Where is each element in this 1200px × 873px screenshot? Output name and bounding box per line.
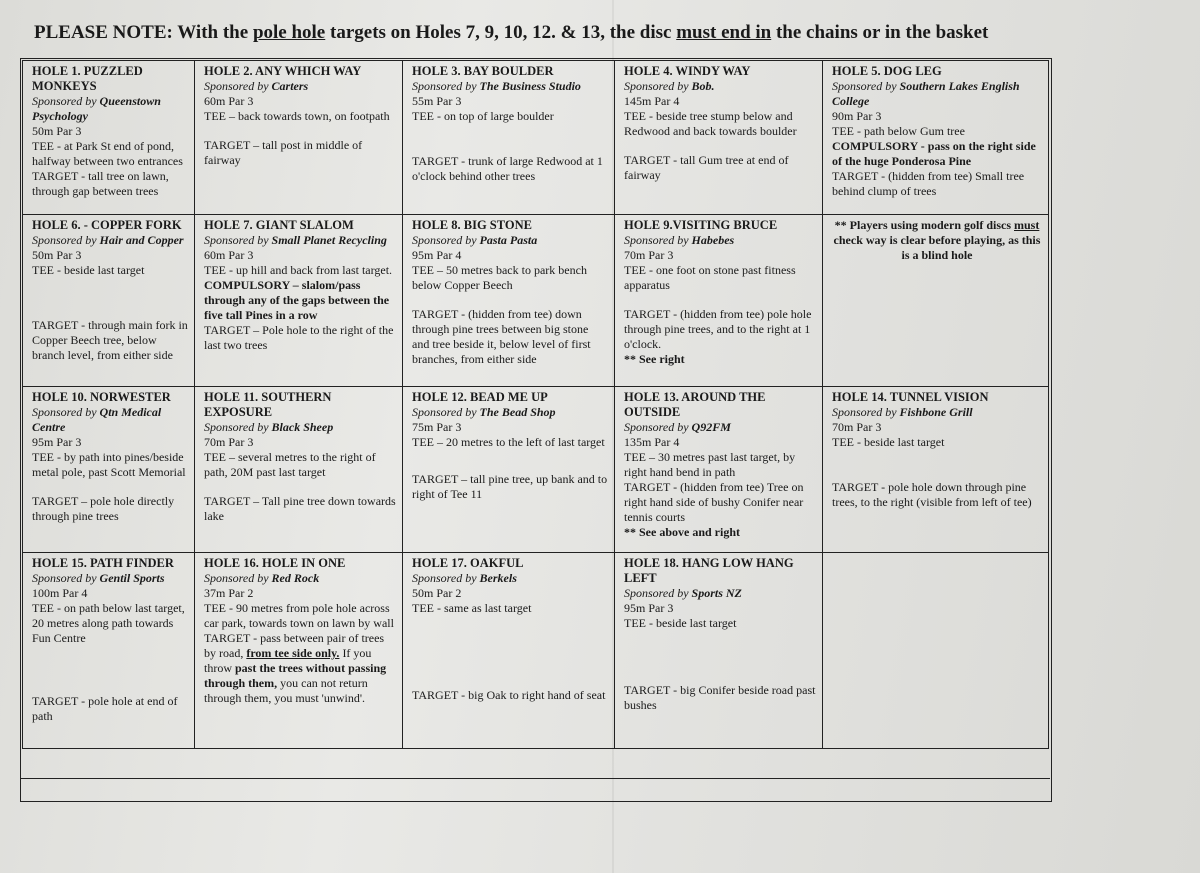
hole-cell-8: HOLE 8. BIG STONE Sponsored by Pasta Pasta 95m Par 4 TEE – 50 metres back to park bench below Copper Beech TARGET - (hidden from tee) down through pine trees between big stone and tree beside it, below level of first branches, from either side [403,215,615,387]
hole-cell-2: HOLE 2. ANY WHICH WAY Sponsored by Carters 60m Par 3 TEE – back towards town, on footpath TARGET – tall post in middle of fairway [195,61,403,215]
hole-cell-14: HOLE 14. TUNNEL VISION Sponsored by Fishbone Grill 70m Par 3 TEE - beside last target TARGET - pole hole down through pine trees, to the right (visible from left of tee) [823,387,1049,553]
empty-cell [823,553,1049,749]
hole-cell-16: HOLE 16. HOLE IN ONE Sponsored by Red Rock 37m Par 2 TEE - 90 metres from pole hole across car park, towards town on lawn by wall TARGET - pass between pair of trees by road, from tee side only. If you throw past the trees without passing through them, you can not return through them, you must 'unwind'. [195,553,403,749]
hole-cell-4: HOLE 4. WINDY WAY Sponsored by Bob. 145m Par 4 TEE - beside tree stump below and Redwood and back towards boulder TARGET - tall Gum tree at end of fairway [615,61,823,215]
table-row [23,61,1049,215]
hole-cell-17: HOLE 17. OAKFUL Sponsored by Berkels 50m Par 2 TEE - same as last target TARGET - big Oak to right hand of seat [403,553,615,749]
hole-cell-5: HOLE 5. DOG LEG Sponsored by Southern Lakes English College 90m Par 3 TEE - path below Gum tree COMPULSORY - pass on the right side of the huge Ponderosa Pine TARGET - (hidden from tee) Small tree behind clump of trees [823,61,1049,215]
hole-cell-15: HOLE 15. PATH FINDER Sponsored by Gentil Sports 100m Par 4 TEE - on path below last target, 20 metres along path towards Fun Centre TARGET - pole hole at end of path [23,553,195,749]
blind-hole-note: ** Players using modern golf discs must check way is clear before playing, as this is a blind hole [823,215,1049,387]
hole-cell-1: HOLE 1. PUZZLED MONKEYS Sponsored by Queenstown Psychology 50m Par 3 TEE - at Park St end of pond, halfway between two entrances TARGET - tall tree on lawn, through gap between trees [23,61,195,215]
hole-cell-9: HOLE 9.VISITING BRUCE Sponsored by Habebes 70m Par 3 TEE - one foot on stone past fitness apparatus TARGET - (hidden from tee) pole hole through pine trees, and to the right at 1 o'clock. ** See right [615,215,823,387]
table-row [23,387,1049,553]
notice-heading: PLEASE NOTE: With the pole hole targets on Holes 7, 9, 10, 12. & 13, the disc must end in the chains or in the basket [34,22,989,43]
table-bottom-strip [20,778,1050,801]
hole-cell-11: HOLE 11. SOUTHERN EXPOSURE Sponsored by Black Sheep 70m Par 3 TEE – several metres to the right of path, 20M past last target TARGET – Tall pine tree down towards lake [195,387,403,553]
table-row [23,215,1049,387]
hole-cell-10: HOLE 10. NORWESTER Sponsored by Qtn Medical Centre 95m Par 3 TEE - by path into pines/beside metal pole, past Scott Memorial TARGET – pole hole directly through pine trees [23,387,195,553]
hole-cell-6: HOLE 6. - COPPER FORK Sponsored by Hair and Copper 50m Par 3 TEE - beside last target TARGET - through main fork in Copper Beech tree, below branch level, from either side [23,215,195,387]
holes-table [22,60,1049,749]
hole-cell-18: HOLE 18. HANG LOW HANG LEFT Sponsored by Sports NZ 95m Par 3 TEE - beside last target TARGET - big Conifer beside road past bushes [615,553,823,749]
hole-cell-13: HOLE 13. AROUND THE OUTSIDE Sponsored by Q92FM 135m Par 4 TEE – 30 metres past last target, by right hand bend in path TARGET - (hidden from tee) Tree on right hand side of bushy Conifer near tennis courts ** See above and right [615,387,823,553]
hole-cell-12: HOLE 12. BEAD ME UP Sponsored by The Bead Shop 75m Par 3 TEE – 20 metres to the left of last target TARGET – tall pine tree, up bank and to right of Tee 11 [403,387,615,553]
table-row [23,553,1049,749]
hole-cell-3: HOLE 3. BAY BOULDER Sponsored by The Business Studio 55m Par 3 TEE - on top of large boulder TARGET - trunk of large Redwood at 1 o'clock behind other trees [403,61,615,215]
hole-cell-7: HOLE 7. GIANT SLALOM Sponsored by Small Planet Recycling 60m Par 3 TEE - up hill and back from last target. COMPULSORY – slalom/pass through any of the gaps between the five tall Pines in a row TARGET – Pole hole to the right of the last two trees [195,215,403,387]
